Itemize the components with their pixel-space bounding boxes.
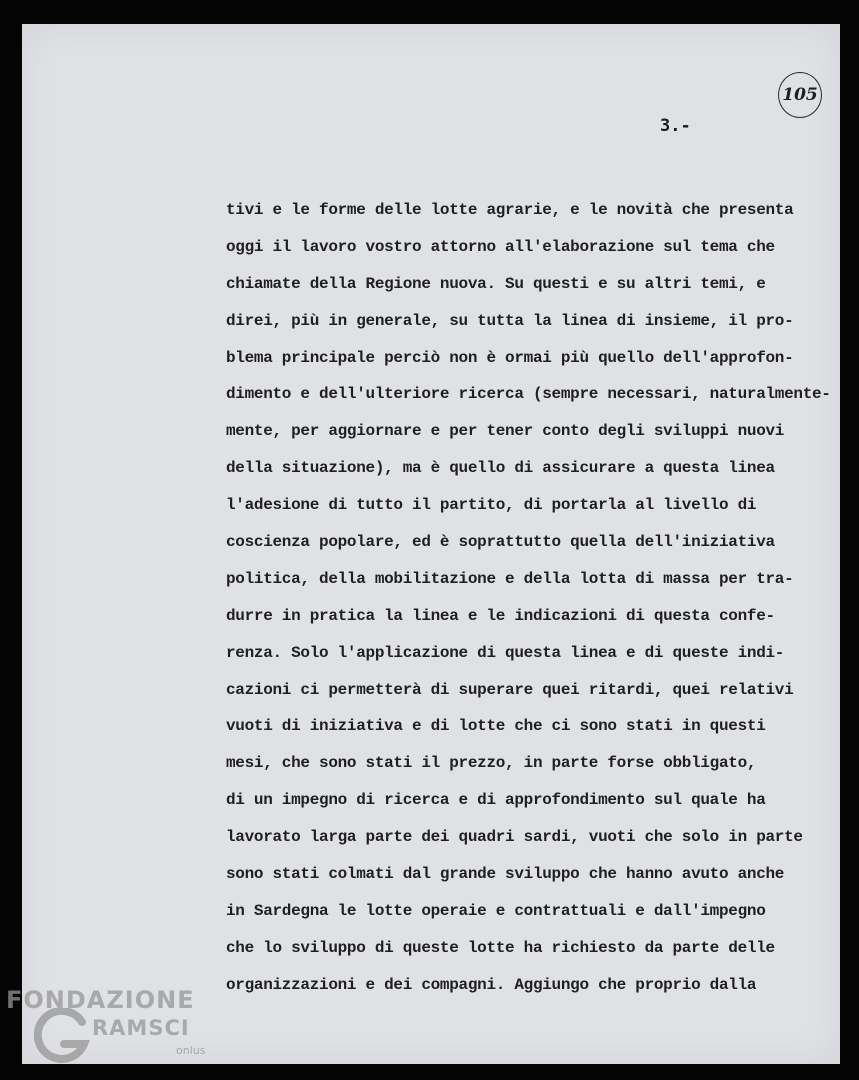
- text-line: di un impegno di ricerca e di approfondimento sul quale ha: [226, 791, 766, 810]
- text-line: l'adesione di tutto il partito, di portarla al livello di: [226, 496, 757, 515]
- text-line: chiamate della Regione nuova. Su questi e su altri temi, e: [226, 274, 766, 293]
- watermark-line2: RAMSCI: [92, 1016, 190, 1040]
- text-line: mesi, che sono stati il prezzo, in parte forse obbligato,: [226, 754, 757, 773]
- archive-number-stamp: [778, 72, 822, 118]
- text-line: oggi il lavoro vostro attorno all'elaborazione sul tema che: [226, 237, 775, 256]
- watermark-line1: FONDAZIONE: [6, 986, 195, 1014]
- page-number: 3.-: [660, 116, 691, 136]
- text-line: lavorato larga parte dei quadri sardi, vuoti che solo in parte: [226, 828, 803, 847]
- archive-number: 105: [782, 85, 818, 105]
- text-line: durre in pratica la linea e le indicazioni di questa confe-: [226, 606, 775, 625]
- text-line: tivi e le forme delle lotte agrarie, e le novità che presenta: [226, 201, 794, 219]
- gramsci-g-logo-icon: [34, 1008, 92, 1066]
- text-line: mente, per aggiornare e per tener conto degli sviluppi nuovi: [226, 422, 785, 441]
- text-line: coscienza popolare, ed è soprattutto quella dell'iniziativa: [226, 533, 775, 552]
- text-line: in Sardegna le lotte operaie e contrattuali e dall'impegno: [226, 901, 766, 920]
- text-line: blema principale perciò non è ormai più quello dell'approfon-: [226, 348, 794, 367]
- text-line: renza. Solo l'applicazione di questa linea e di queste indi-: [226, 643, 785, 662]
- watermark-suffix: onlus: [176, 1044, 206, 1057]
- text-line: organizzazioni e dei compagni. Aggiungo che proprio dalla: [226, 975, 757, 994]
- text-line: dimento e dell'ulteriore ricerca (sempre necessari, naturalmente-: [226, 385, 831, 404]
- typewritten-body: [226, 196, 836, 1008]
- text-line: cazioni ci permetterà di superare quei ritardi, quei relativi: [226, 680, 794, 699]
- fondazione-gramsci-watermark: [2, 986, 217, 1076]
- text-line: vuoti di iniziativa e di lotte che ci sono stati in questi: [226, 717, 766, 736]
- text-line: che lo sviluppo di queste lotte ha richiesto da parte delle: [226, 938, 775, 957]
- text-line: direi, più in generale, su tutta la linea di insieme, il pro-: [226, 311, 794, 330]
- text-line: sono stati colmati dal grande sviluppo che hanno avuto anche: [226, 865, 785, 884]
- text-line: politica, della mobilitazione e della lotta di massa per tra-: [226, 569, 794, 588]
- text-line: della situazione), ma è quello di assicurare a questa linea: [226, 459, 775, 478]
